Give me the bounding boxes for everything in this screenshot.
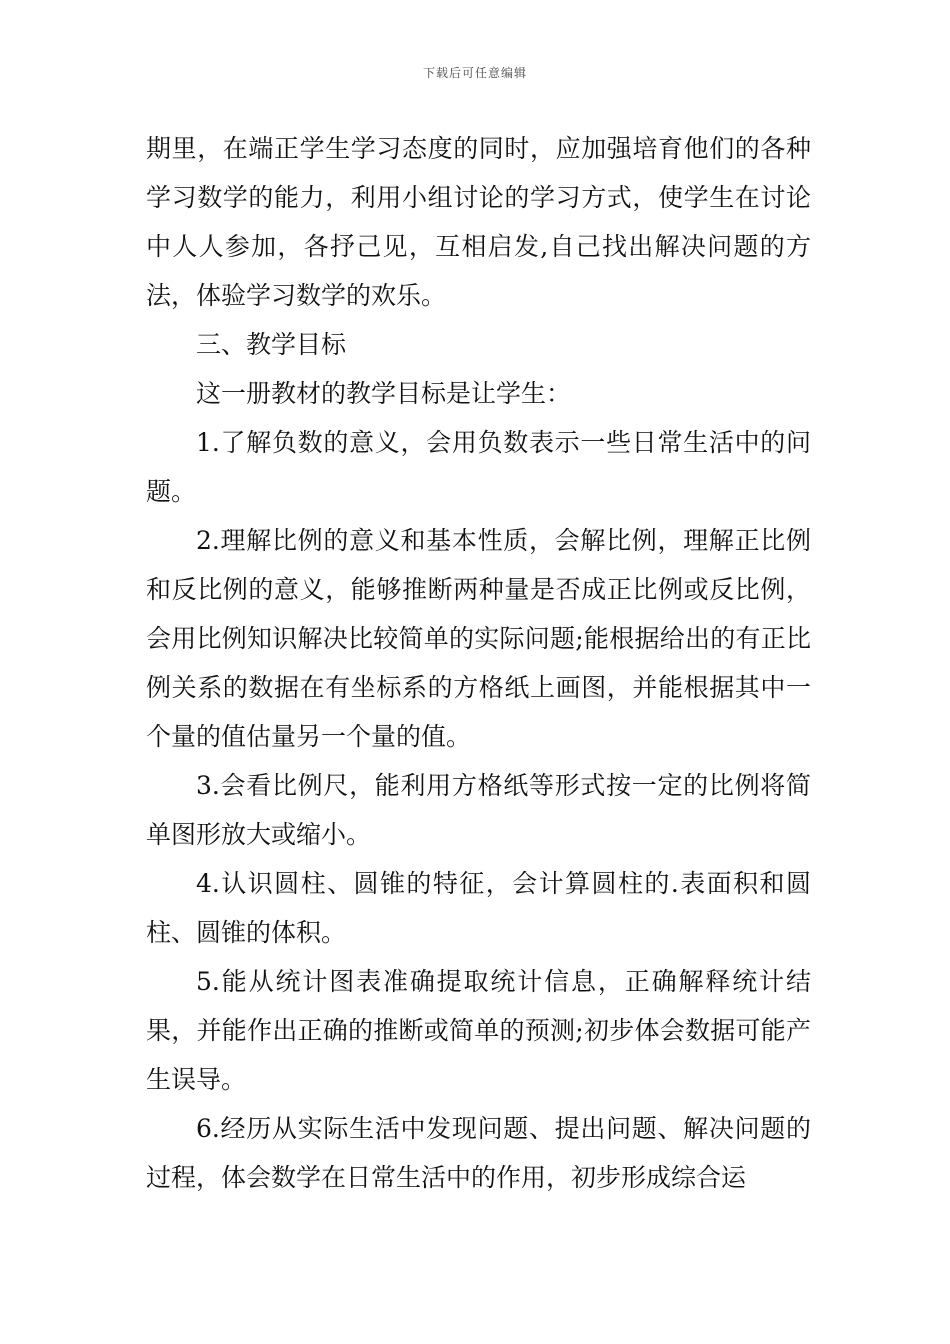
goal-item-5: 5.能从统计图表准确提取统计信息，正确解释统计结果，并能作出正确的推断或简单的预测;初步体会数据可能产生误导。	[146, 967, 811, 1094]
page-header: 下载后可任意编辑	[422, 66, 527, 80]
paragraph-continuation: 期里，在端正学生学习态度的同时，应加强培育他们的各种学习数学的能力，利用小组讨论的学习方式，使学生在讨论中人人参加，各抒己见，互相启发,自己找出解决问题的方法，体验学习数学的欢乐。	[146, 134, 811, 310]
goal-item-1: 1.了解负数的意义，会用负数表示一些日常生活中的问题。	[146, 428, 811, 506]
goal-item-2: 2.理解比例的意义和基本性质，会解比例，理解正比例和反比例的意义，能够推断两种量是否成正比例或反比例，会用比例知识解决比较简单的实际问题;能根据给出的有正比例关系的数据在有坐标系的方格纸上画图，并能根据其中一个量的值估量另一个量的值。	[146, 526, 811, 751]
paragraph-intro: 这一册教材的教学目标是让学生：	[196, 379, 572, 408]
document-body	[146, 124, 811, 1202]
goal-item-3: 3.会看比例尺，能利用方格纸等形式按一定的比例将简单图形放大或缩小。	[146, 771, 811, 849]
goal-item-4: 4.认识圆柱、圆锥的特征，会计算圆柱的.表面积和圆柱、圆锥的体积。	[146, 869, 811, 947]
goal-item-6: 6.经历从实际生活中发现问题、提出问题、解决问题的过程，体会数学在日常生活中的作用，初步形成综合运	[146, 1114, 811, 1192]
section-heading-teaching-goals: 三、教学目标	[196, 330, 347, 359]
